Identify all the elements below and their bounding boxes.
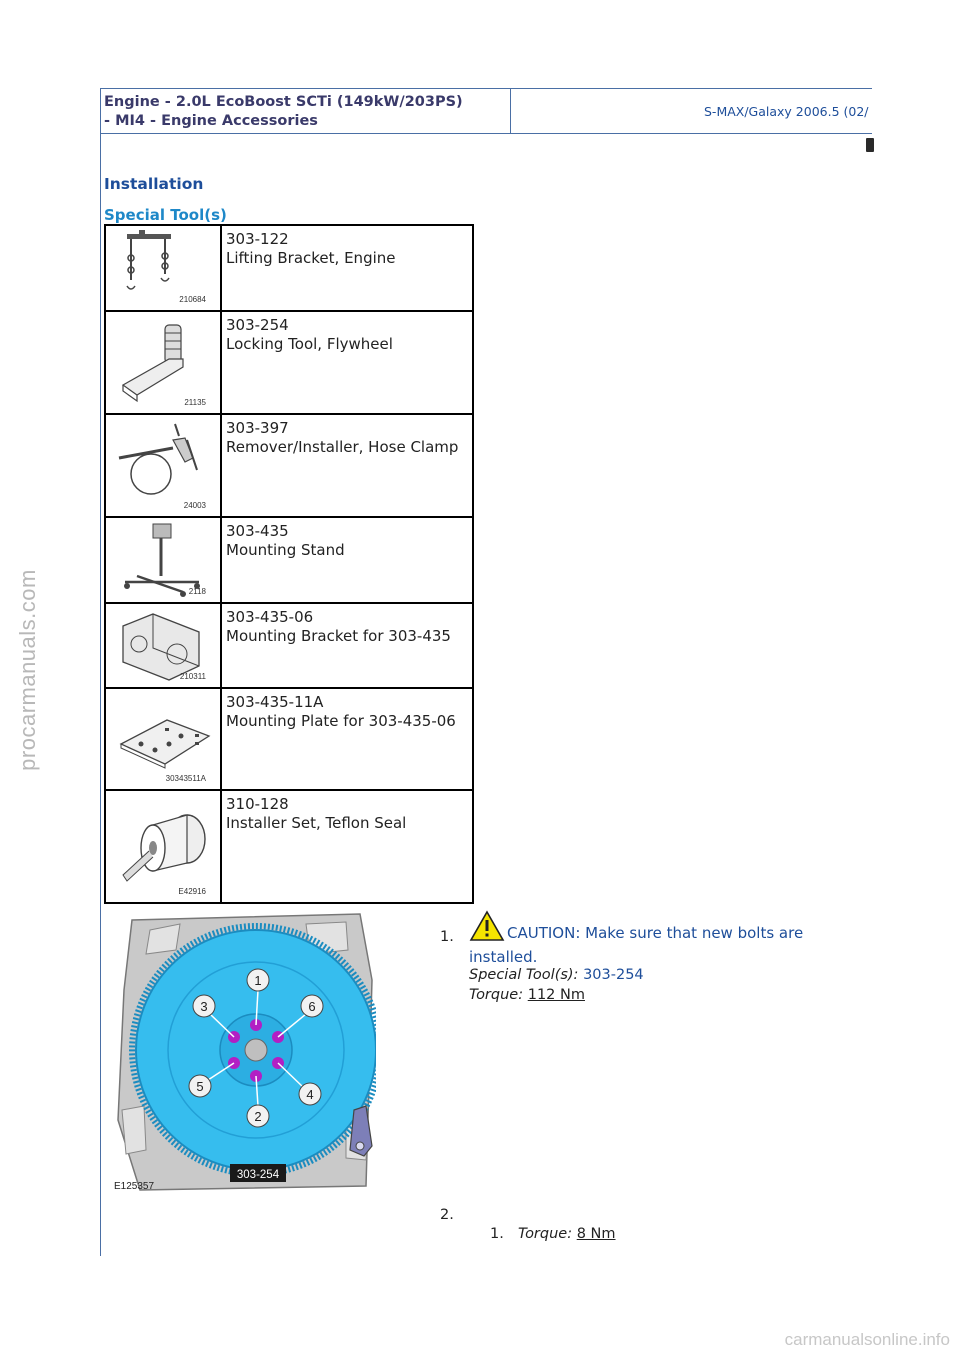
tool-name: Mounting Bracket for 303-435 <box>226 627 451 645</box>
tool-image-label: E42916 <box>178 887 206 896</box>
tool-image-label: 24003 <box>183 501 206 510</box>
step-2-sub-number: 1. <box>490 1226 504 1242</box>
tool-name: Lifting Bracket, Engine <box>226 249 396 267</box>
special-tool-label: Special Tool(s): <box>469 967 579 983</box>
special-tools-table <box>104 224 474 904</box>
flywheel-illustration <box>110 910 376 1196</box>
caution-icon <box>469 910 505 942</box>
tool-details <box>222 689 472 789</box>
tool-image-locking-tool <box>106 312 222 413</box>
page-header <box>100 88 872 134</box>
tool-code: 303-122 <box>226 230 289 248</box>
torque-label: Torque: <box>518 1226 573 1242</box>
callout-6: 6 <box>308 999 316 1014</box>
torque-value: 112 Nm <box>527 987 585 1003</box>
step-1-torque <box>469 986 585 1005</box>
table-row <box>106 310 472 413</box>
caution-text-line1: CAUTION: Make sure that new bolts are <box>507 924 804 942</box>
tool-image-label: 210311 <box>179 672 206 681</box>
step-2-number: 2. <box>440 1207 454 1223</box>
tool-image-label: 21135 <box>184 398 206 407</box>
tool-image-hose-clamp-tool <box>106 415 222 516</box>
tool-name: Mounting Stand <box>226 541 345 559</box>
table-row <box>106 602 472 687</box>
figure-label: E125357 <box>114 1181 155 1192</box>
tool-code: 303-397 <box>226 419 289 437</box>
torque-value: 8 Nm <box>576 1226 616 1242</box>
step-2-torque <box>518 1225 616 1244</box>
torque-label: Torque: <box>469 987 524 1003</box>
print-icon[interactable] <box>866 138 874 152</box>
tool-details <box>222 312 472 413</box>
tool-image-label: 210684 <box>179 295 206 304</box>
tool-code: 303-435-06 <box>226 608 314 626</box>
watermark-bottom: carmanualsonline.info <box>784 1330 950 1349</box>
callout-2: 2 <box>254 1109 262 1124</box>
table-row <box>106 687 472 789</box>
callout-1: 1 <box>254 973 262 988</box>
table-row <box>106 516 472 602</box>
page-left-rule <box>100 88 101 1256</box>
header-model: S-MAX/Galaxy 2006.5 (02/ <box>704 104 869 119</box>
callout-5: 5 <box>196 1079 204 1094</box>
tool-name: Remover/Installer, Hose Clamp <box>226 438 459 456</box>
tool-details <box>222 226 472 310</box>
header-divider <box>510 89 511 133</box>
tool-name: Mounting Plate for 303-435-06 <box>226 712 456 730</box>
tool-code: 303-435-11A <box>226 693 324 711</box>
tool-code: 310-128 <box>226 795 289 813</box>
step-1-caution <box>469 910 803 943</box>
tool-image-label: 30343511A <box>165 774 206 783</box>
callout-4: 4 <box>306 1087 314 1102</box>
callout-3: 3 <box>200 999 208 1014</box>
tool-image-installer-set <box>106 791 222 902</box>
tool-details <box>222 791 472 902</box>
section-title: Installation <box>104 175 204 193</box>
tool-tag: 303-254 <box>236 1169 280 1181</box>
table-row <box>106 789 472 902</box>
tool-code: 303-254 <box>226 316 289 334</box>
tool-image-lifting-bracket <box>106 226 222 310</box>
special-tools-title: Special Tool(s) <box>104 206 227 224</box>
header-title-line1: Engine - 2.0L EcoBoost SCTi (149kW/203PS) <box>104 94 463 110</box>
tool-image-mounting-plate <box>106 689 222 789</box>
tool-code: 303-435 <box>226 522 289 540</box>
watermark-left: procarmanuals.com <box>15 569 40 771</box>
header-title <box>104 93 510 133</box>
special-tool-link[interactable]: 303-254 <box>583 967 644 983</box>
tool-details <box>222 415 472 516</box>
tool-details <box>222 518 472 602</box>
table-row <box>106 413 472 516</box>
header-title-line2: - MI4 - Engine Accessories <box>104 113 318 129</box>
tool-image-mounting-stand <box>106 518 222 602</box>
tool-name: Locking Tool, Flywheel <box>226 335 393 353</box>
tool-image-label: 2118 <box>188 587 206 596</box>
table-row <box>106 226 472 310</box>
step-1-special-tool <box>469 966 644 985</box>
caution-text-line2: installed. <box>469 948 538 966</box>
step-1-number: 1. <box>440 929 454 945</box>
tool-image-mounting-bracket <box>106 604 222 687</box>
tool-name: Installer Set, Teflon Seal <box>226 814 407 832</box>
tool-details <box>222 604 472 687</box>
